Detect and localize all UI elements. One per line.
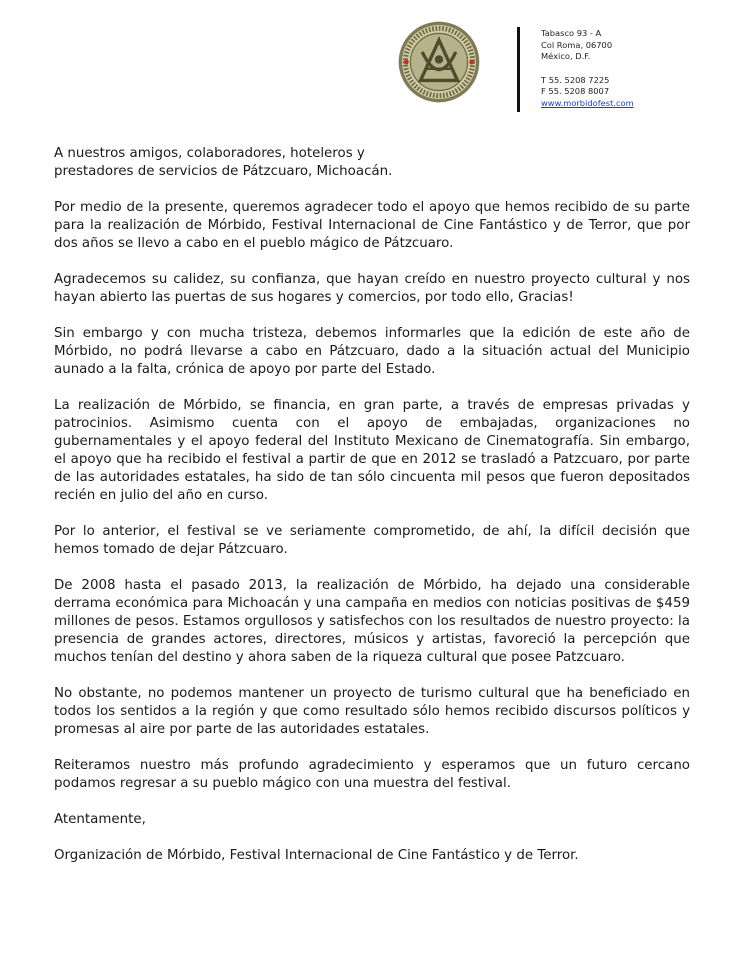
signature: Organización de Mórbido, Festival Internacional de Cine Fantástico y de Terror. xyxy=(54,848,579,863)
greeting xyxy=(54,145,690,181)
phone-number: T 55. 5208 7225 xyxy=(541,74,610,85)
letter-body xyxy=(54,145,690,883)
paragraph-farewell: Reiteramos nuestro más profundo agradecimiento y esperamos que un futuro cercano podamos regresar a su pueblo mágico con una muestra del festival. xyxy=(54,758,690,791)
address-line-city: México, D.F. xyxy=(541,51,591,62)
paragraph-decision: Por lo anterior, el festival se ve seriamente comprometido, de ahí, la difícil decisión que hemos tomado de dejar Pátzcuaro. xyxy=(54,524,690,557)
header-divider xyxy=(517,27,520,112)
fax-number: F 55. 5208 8007 xyxy=(541,86,610,97)
contact-block xyxy=(541,28,634,110)
paragraph-thanks: Por medio de la presente, queremos agradecer todo el apoyo que hemos recibido de su parte para la realización de Mórbido, Festival Internacional de Cine Fantástico y de Terror, que por dos años se llevo a cabo en el pueblo mágico de Pátzcuaro. xyxy=(54,200,690,251)
paragraph-gratitude: Agradecemos su calidez, su confianza, que hayan creído en nuestro proyecto cultural y nos hayan abierto las puertas de sus hogares y comercios, por todo ello, Gracias! xyxy=(54,272,690,305)
paragraph-results: De 2008 hasta el pasado 2013, la realización de Mórbido, ha dejado una considerable derrama económica para Michoacán y una campaña en medios con noticias positivas de $459 millones de pesos. Estamos orgullosos y satisfechos con los resultados de nuestro proyecto: la presencia de grandes actores, directores, músicos y artistas, favoreció la percepción que muchos tenían del destino y ahora saben de la riqueza cultural que posee Patzcuaro. xyxy=(54,578,690,665)
address-line-street: Tabasco 93 - A xyxy=(541,28,602,38)
closing: Atentamente, xyxy=(54,812,146,827)
greeting-line-2: prestadores de servicios de Pátzcuaro, Michoacán. xyxy=(54,164,393,179)
website-link[interactable]: www.morbidofest.com xyxy=(541,97,634,108)
address-line-colonia: Col Roma, 06700 xyxy=(541,39,613,50)
greeting-line-1: A nuestros amigos, colaboradores, hoteleros y xyxy=(54,146,365,161)
festival-emblem-icon xyxy=(397,20,481,104)
paragraph-conclusion: No obstante, no podemos mantener un proyecto de turismo cultural que ha beneficiado en todos los sentidos a la región y que como resultado sólo hemos recibido discursos políticos y promesas al aire por parte de las autoridades estatales. xyxy=(54,686,690,737)
paragraph-announcement: Sin embargo y con mucha tristeza, debemos informarles que la edición de este año de Mórbido, no podrá llevarse a cabo en Pátzcuaro, dado a la situación actual del Municipio aunado a la falta, crónica de apoyo por parte del Estado. xyxy=(54,326,690,377)
paragraph-funding: La realización de Mórbido, se financia, en gran parte, a través de empresas privadas y patrocinios. Asimismo cuenta con el apoyo de embajadas, organizaciones no gubernamentales y el apoyo federal del Instituto Mexicano de Cinematografía. Sin embargo, el apoyo que ha recibido el festival a partir de que en 2012 se trasladó a Patzcuaro, por parte de las autoridades estatales, ha sido de tan sólo cincuenta mil pesos que fueron depositados recién en julio del año en curso. xyxy=(54,398,690,503)
